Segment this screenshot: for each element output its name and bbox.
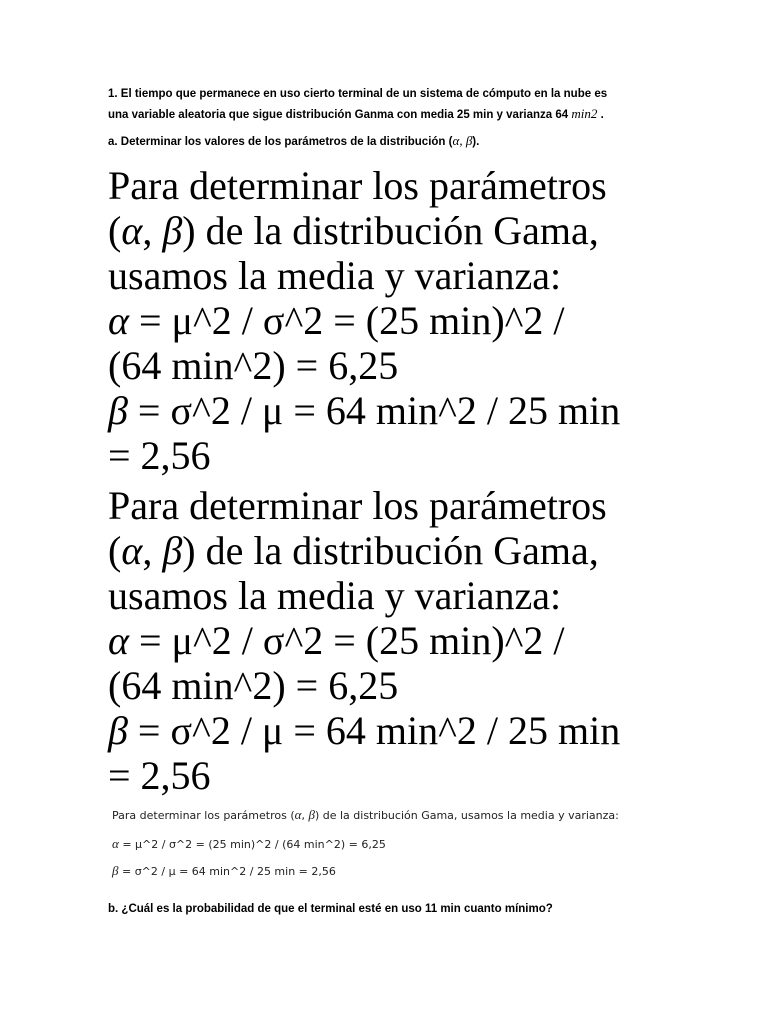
open-paren: ( [108, 528, 122, 573]
answer-2-beta-formula [108, 708, 708, 753]
beta-symbol: β [112, 863, 119, 878]
beta-formula-rest: = σ^2 / μ = 64 min^2 / 25 min [127, 708, 621, 753]
answer-1-line-2 [108, 208, 708, 253]
beta-symbol: β [308, 807, 315, 822]
answer-2-alpha-formula [108, 618, 708, 663]
small-alpha-formula: = μ^2 / σ^2 = (25 min)^2 / (64 min^2) = 6,25 [118, 838, 386, 851]
answer-1-alpha-result: (64 min^2) = 6,25 [108, 343, 399, 388]
open-paren: ( [108, 208, 122, 253]
answer-block-1 [108, 163, 708, 478]
beta-symbol: β [108, 388, 128, 433]
small-answer-prefix: Para determinar los parámetros ( [112, 809, 295, 822]
answer-1-beta-formula [108, 388, 708, 433]
alpha-symbol: α [452, 133, 460, 148]
alpha-formula-rest: = μ^2 / σ^2 = (25 min)^2 / [129, 298, 565, 343]
answer-2-line-3: usamos la media y varianza: [108, 573, 562, 618]
question-1-line-1: 1. El tiempo que permanece en uso cierto terminal de un sistema de cómputo en la nube es [108, 88, 608, 100]
alpha-symbol: α [121, 208, 143, 253]
small-answer-alpha [112, 837, 712, 852]
alpha-symbol: α [108, 298, 129, 343]
answer-1-line-2-rest: ) de la distribución Gama, [182, 208, 599, 253]
part-a-prefix: a. Determinar los valores de los parámetros de la distribución ( [108, 136, 453, 148]
answer-2-beta-result: = 2,56 [108, 753, 211, 798]
comma: , [142, 528, 163, 573]
answer-2-line-2-rest: ) de la distribución Gama, [182, 528, 599, 573]
small-answer-line-1 [112, 808, 712, 823]
comma: , [142, 208, 163, 253]
beta-symbol: β [162, 528, 183, 573]
part-b-question: b. ¿Cuál es la probabilidad de que el terminal esté en uso 11 min cuanto mínimo? [108, 903, 553, 915]
alpha-symbol: α [112, 836, 119, 851]
alpha-symbol: α [121, 528, 143, 573]
beta-symbol: β [162, 208, 183, 253]
question-1-line-2 [108, 104, 688, 125]
part-a-question [108, 131, 688, 152]
answer-1-beta-result: = 2,56 [108, 433, 211, 478]
question-1-line-2-end: . [600, 109, 604, 121]
answer-2-alpha-result: (64 min^2) = 6,25 [108, 663, 399, 708]
answer-1-line-1: Para determinar los parámetros [108, 163, 607, 208]
alpha-symbol: α [294, 807, 302, 822]
question-1 [108, 85, 688, 125]
alpha-formula-rest: = μ^2 / σ^2 = (25 min)^2 / [129, 618, 565, 663]
part-a-suffix: ). [472, 136, 480, 148]
beta-symbol: β [465, 133, 473, 148]
answer-1-line-3: usamos la media y varianza: [108, 253, 562, 298]
beta-symbol: β [108, 708, 128, 753]
answer-1-alpha-formula [108, 298, 708, 343]
small-beta-formula: = σ^2 / μ = 64 min^2 / 25 min = 2,56 [118, 865, 336, 878]
small-answer-suffix: ) de la distribución Gama, usamos la media y varianza: [314, 809, 619, 822]
answer-block-2 [108, 483, 708, 798]
answer-2-line-1: Para determinar los parámetros [108, 483, 607, 528]
alpha-symbol: α [108, 618, 129, 663]
question-1-line-2-text: una variable aleatoria que sigue distribución Ganma con media 25 min y varianza 64 [108, 109, 569, 121]
answer-2-line-2 [108, 528, 708, 573]
comma: , [301, 809, 309, 822]
beta-formula-rest: = σ^2 / μ = 64 min^2 / 25 min [127, 388, 621, 433]
part-a-comma: , [459, 133, 466, 148]
small-answer-beta [112, 864, 712, 879]
variance-unit: min2 [571, 106, 598, 121]
